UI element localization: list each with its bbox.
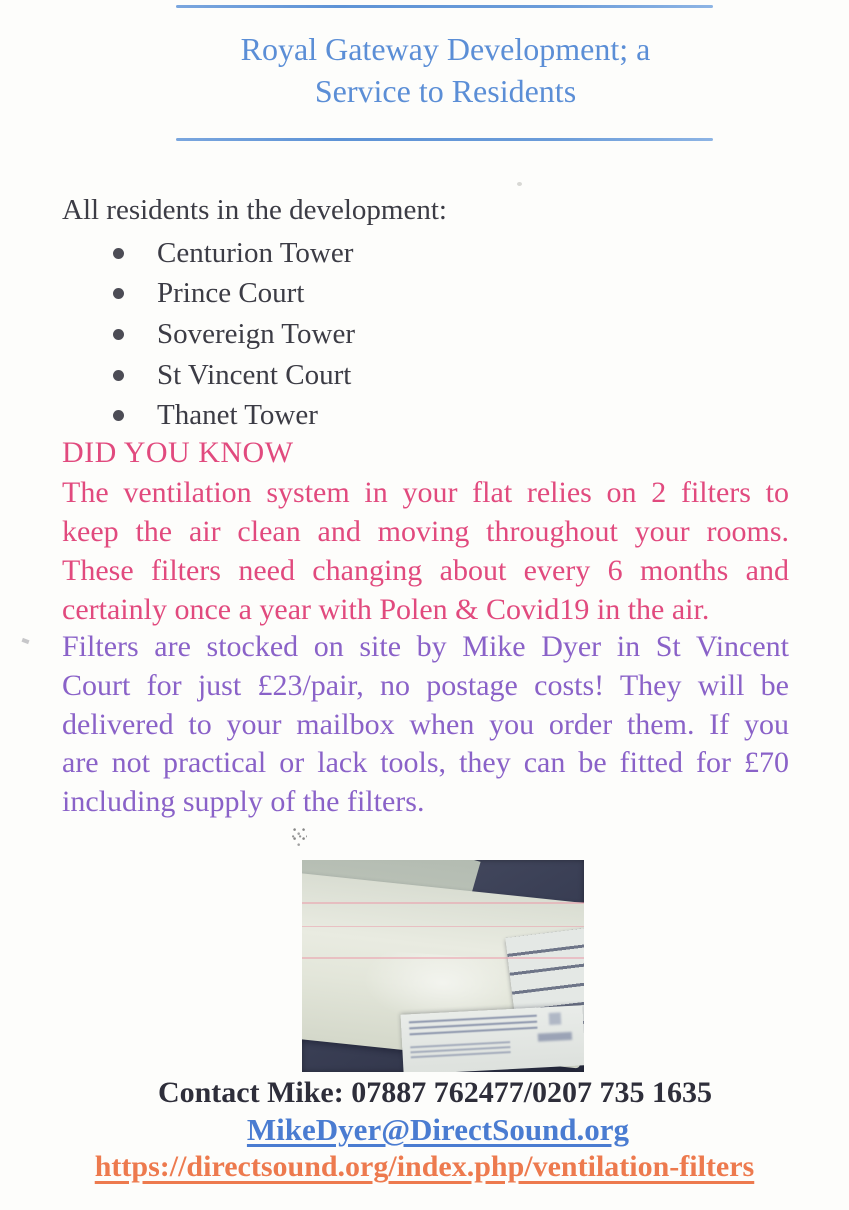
list-item bbox=[113, 274, 355, 315]
title-divider-line bbox=[176, 138, 713, 141]
did-you-know-heading: DID YOU KNOW bbox=[62, 436, 294, 469]
scan-speck bbox=[22, 638, 30, 644]
list-item-label: Thanet Tower bbox=[157, 399, 318, 432]
paragraph-line: including supply of the filters. bbox=[62, 785, 425, 819]
intro-heading: All residents in the development: bbox=[62, 194, 447, 226]
contact-url-row bbox=[0, 1150, 849, 1184]
top-divider-line bbox=[176, 5, 713, 8]
paragraph-line: are not practical or lack tools, they can be fitted for £70 bbox=[62, 746, 789, 780]
contact-phone-line: Contact Mike: 07887 762477/0207 735 1635 bbox=[157, 1076, 713, 1109]
list-item-label: Centurion Tower bbox=[157, 236, 354, 269]
scan-line-artifact bbox=[302, 957, 584, 959]
scan-speck bbox=[517, 182, 522, 186]
list-item-label: Prince Court bbox=[157, 277, 305, 310]
list-item-label: St Vincent Court bbox=[157, 358, 352, 391]
website-link[interactable]: https://directsound.org/index.php/ventilation-filters bbox=[94, 1150, 755, 1183]
did-you-know-paragraph bbox=[62, 473, 789, 629]
paragraph-line: keep the air clean and moving throughout your rooms. bbox=[62, 515, 789, 548]
bullet-icon bbox=[113, 410, 124, 421]
paragraph-line: Filters are stocked on site by Mike Dyer in St Vincent bbox=[62, 630, 789, 663]
list-item bbox=[113, 314, 355, 355]
bullet-icon bbox=[113, 329, 124, 340]
page-title-line2: Service to Residents bbox=[314, 73, 577, 109]
label-card bbox=[401, 1005, 584, 1072]
scan-line-artifact bbox=[302, 902, 584, 904]
ventilation-filters-photo bbox=[302, 860, 584, 1072]
bullet-icon bbox=[113, 370, 124, 381]
scan-line-artifact bbox=[302, 926, 584, 927]
paragraph-line: Court for just £23/pair, no postage costs! They will be bbox=[62, 668, 789, 702]
page-title-line1: Royal Gateway Development; a bbox=[240, 31, 651, 67]
list-item bbox=[113, 355, 355, 396]
label-text-lines bbox=[410, 1041, 510, 1058]
paragraph-line: delivered to your mailbox when you order them. If you bbox=[62, 707, 789, 741]
paragraph-line: The ventilation system in your flat relies on 2 filters to bbox=[62, 476, 789, 509]
list-item-label: Sovereign Tower bbox=[157, 317, 355, 350]
paragraph-line: certainly once a year with Polen & Covid19 in the air. bbox=[62, 593, 710, 626]
paragraph-line: These filters need changing about every 6 months and bbox=[62, 554, 789, 587]
label-logo bbox=[538, 1032, 572, 1042]
filters-offer-paragraph bbox=[62, 628, 789, 822]
label-logo-mark bbox=[549, 1012, 562, 1025]
label-text-lines bbox=[409, 1015, 538, 1039]
bullet-icon bbox=[113, 248, 124, 259]
page-title bbox=[42, 28, 849, 112]
bullet-icon bbox=[113, 288, 124, 299]
contact-email-row bbox=[24, 1112, 849, 1148]
email-link[interactable]: MikeDyer@DirectSound.org bbox=[246, 1112, 630, 1147]
towers-bullet-list bbox=[113, 233, 355, 436]
list-item bbox=[113, 233, 355, 274]
list-item bbox=[113, 395, 355, 436]
scan-smudge bbox=[291, 826, 307, 846]
